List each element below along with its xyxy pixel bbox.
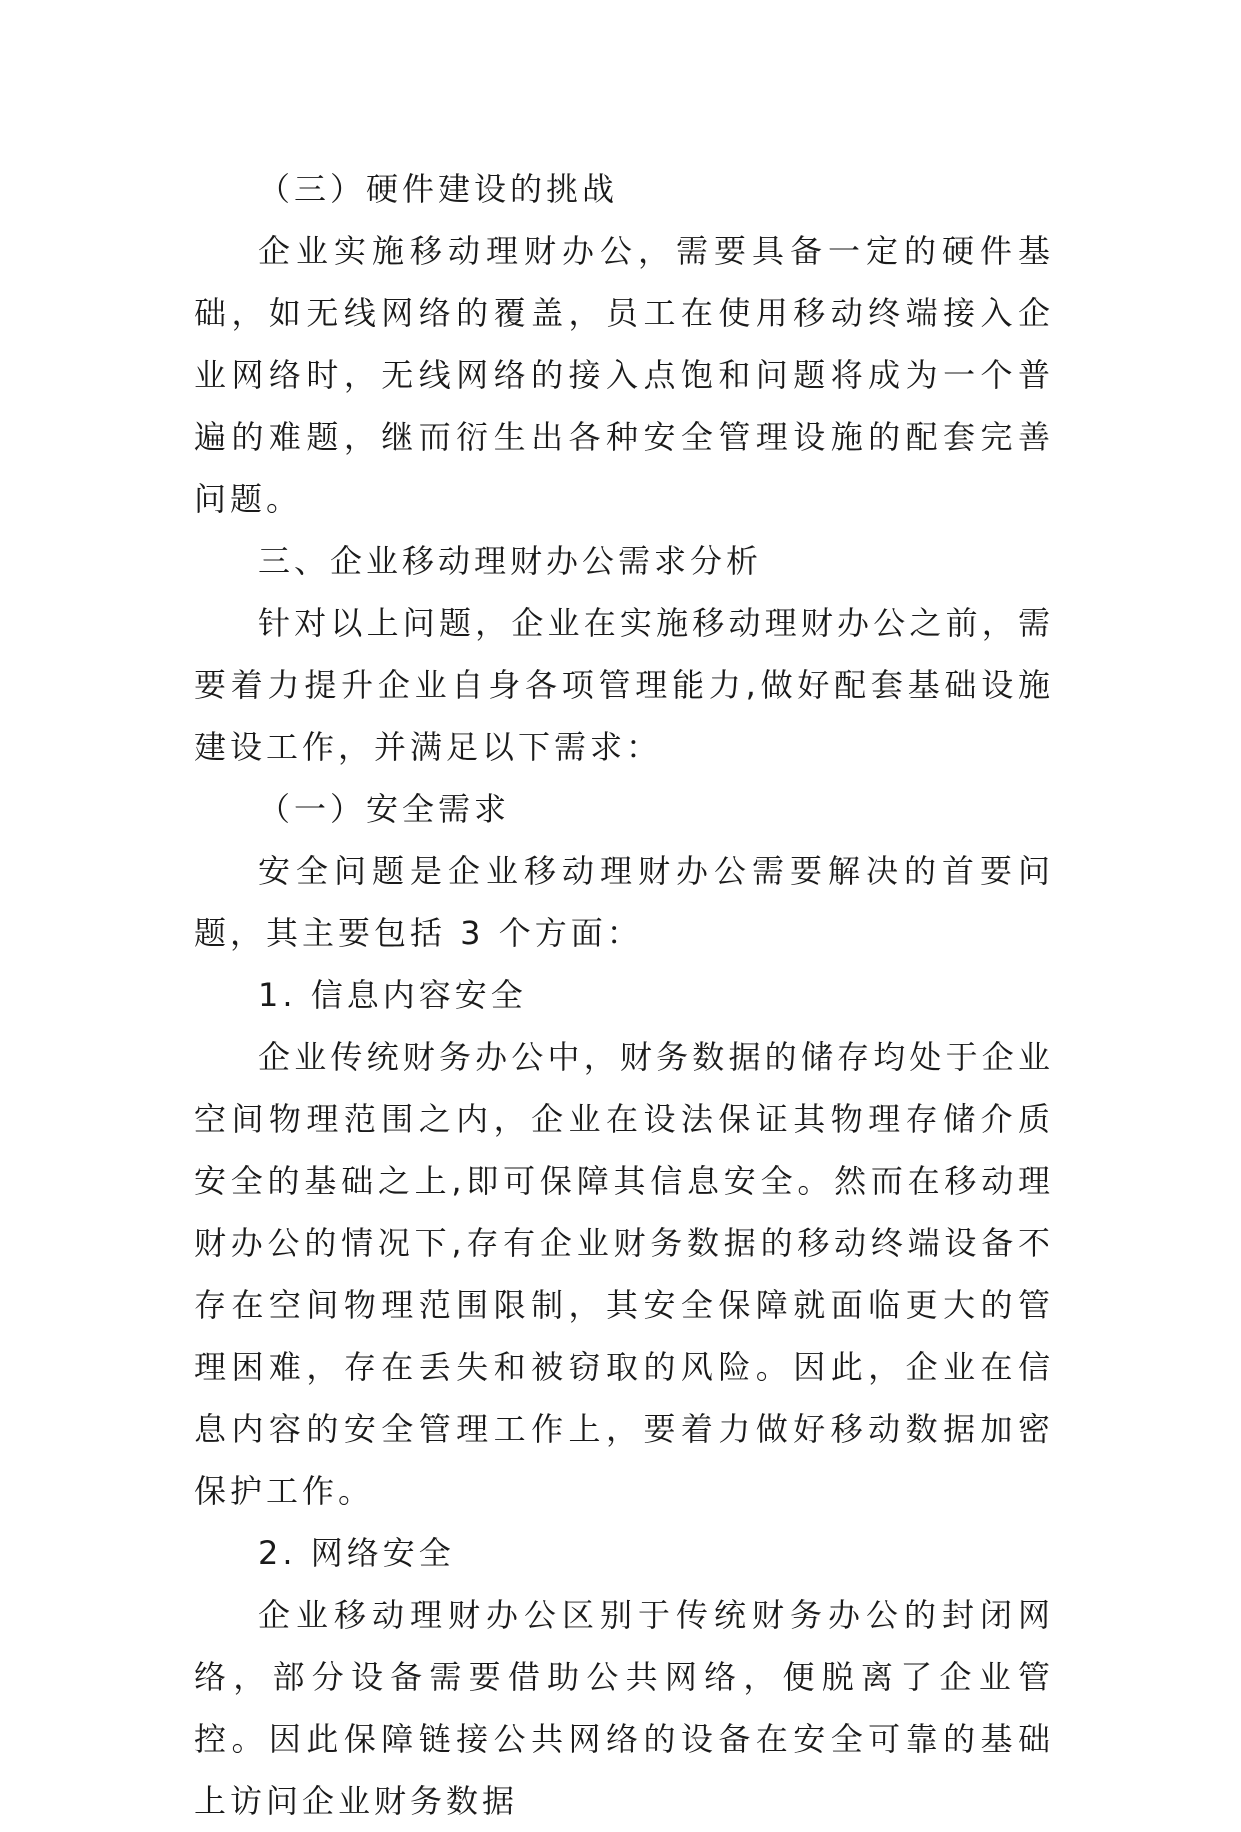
document-body (194, 158, 1054, 1832)
paragraph-requirement-intro: 针对以上问题，企业在实施移动理财办公之前，需要着力提升企业自身各项管理能力,做好配套基础设施建设工作，并满足以下需求： (194, 604, 1054, 766)
paragraph-information-content-security: 企业传统财务办公中，财务数据的储存均处于企业空间物理范围之内，企业在设法保证其物理存储介质安全的基础之上,即可保障其信息安全。然而在移动理财办公的情况下,存有企业财务数据的移动终端设备不存在空间物理范围限制，其安全保障就面临更大的管理困难，存在丢失和被窃取的风险。因此，企业在信息内容的安全管理工作上，要着力做好移动数据加密保护工作。 (194, 1038, 1054, 1510)
subheading-hardware-challenge: （三）硬件建设的挑战 (258, 170, 619, 208)
paragraph-hardware-foundation: 企业实施移动理财办公，需要具备一定的硬件基础，如无线网络的覆盖，员工在使用移动终端接入企业网络时，无线网络的接入点饱和问题将成为一个普遍的难题，继而衍生出各种安全管理设施的配套完善问题。 (194, 232, 1054, 518)
paragraph-security-overview: 安全问题是企业移动理财办公需要解决的首要问题，其主要包括 3 个方面： (194, 852, 1054, 952)
paragraph-network-security: 企业移动理财办公区别于传统财务办公的封闭网络，部分设备需要借助公共网络，便脱离了企业管控。因此保障链接公共网络的设备在安全可靠的基础上访问企业财务数据 (194, 1596, 1054, 1820)
subheading-security-requirement: （一）安全需求 (258, 790, 511, 828)
heading-requirement-analysis: 三、企业移动理财办公需求分析 (258, 542, 763, 580)
subheading-information-content-security: 1. 信息内容安全 (258, 976, 527, 1014)
subheading-network-security: 2. 网络安全 (258, 1534, 455, 1572)
